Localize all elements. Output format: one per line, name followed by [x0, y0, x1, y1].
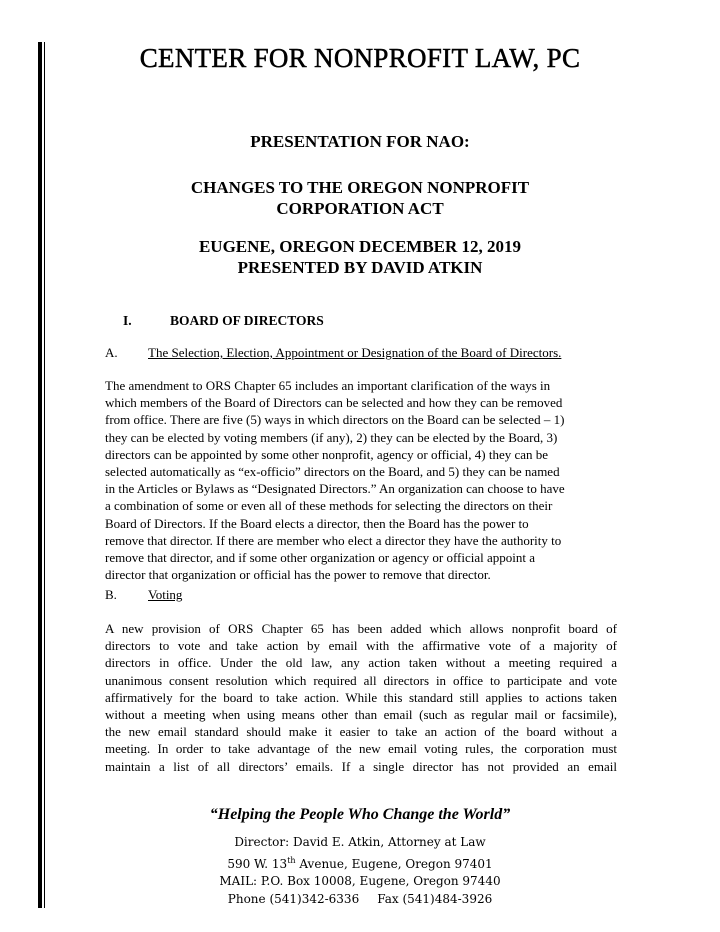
topic-heading	[100, 177, 620, 219]
address-number: 590 W. 13	[227, 856, 288, 871]
presenter-line: PRESENTED BY DAVID ATKIN	[237, 258, 483, 277]
paragraph-line: A new provision of ORS Chapter 65 has been added which allows nonprofit board of	[105, 621, 617, 636]
firm-name: CENTER FOR NONPROFIT LAW, PC	[139, 43, 581, 73]
paragraph-line: they can be elected by voting members (if any), 2) they can be elected by the Board, 3)	[105, 429, 558, 445]
location-heading	[100, 236, 620, 278]
paragraph-line: from office. There are five (5) ways in which directors on the Board can be selected – 1)	[105, 412, 565, 428]
subsection-b-paragraph	[105, 620, 617, 775]
paragraph-line: directors to vote and take action by email with the affirmative vote of a majority of	[105, 638, 617, 654]
paragraph-line: directors can be appointed by some other nonprofit, agency or official, 4) they can be	[105, 446, 549, 462]
margin-bar-thin	[44, 42, 45, 908]
paragraph-line: without a meeting when using means other than email (such as regular mail or facsimile),	[105, 707, 617, 723]
address-ordinal: th	[287, 855, 296, 865]
section-number: I.	[123, 313, 132, 328]
presentation-heading	[100, 131, 620, 152]
paragraph-line: remove that director. If there are member who elect a director they have the authority to	[105, 532, 562, 548]
section-heading	[123, 313, 324, 329]
footer-address	[0, 852, 720, 874]
tagline: “Helping the People Who Change the World”	[209, 806, 511, 823]
section-title: BOARD OF DIRECTORS	[170, 313, 324, 328]
footer-mail: MAIL: P.O. Box 10008, Eugene, Oregon 97440	[219, 874, 501, 888]
paragraph-line: meeting. In order to take advantage of the new email voting rules, the corporation must	[105, 741, 617, 757]
footer-phone: Phone (541)342-6336	[227, 891, 360, 906]
paragraph-line: a combination of some or even all of these methods for selecting the directors on their	[105, 498, 553, 514]
location-date-line: EUGENE, OREGON DECEMBER 12, 2019	[198, 237, 522, 256]
subsection-b-heading	[105, 587, 182, 603]
address-rest: Avenue, Eugene, Oregon 97401	[295, 856, 493, 871]
subsection-a-paragraph	[105, 377, 617, 583]
paragraph-line: in the Articles or Bylaws as “Designated Directors.” An organization can choose to have	[105, 481, 565, 497]
subsection-a-title: The Selection, Election, Appointment or Designation of the Board of Directors.	[148, 345, 562, 360]
paragraph-line: maintain a list of all directors’ emails. If a single director has not provided an email	[105, 758, 617, 774]
paragraph-line: director that organization or official has the power to remove that director.	[105, 567, 491, 583]
paragraph-line: which members of the Board of Directors can be selected and how they can be removed	[105, 395, 563, 411]
presentation-line: PRESENTATION FOR NAO:	[250, 132, 470, 151]
paragraph-line: selected automatically as “ex-officio” directors on the Board, and 5) they can be named	[105, 464, 560, 480]
paragraph-line: the new email standard should make it easier to take an action of the board without a	[105, 724, 617, 740]
subsection-a-heading	[105, 345, 561, 361]
footer-director: Director: David E. Atkin, Attorney at Law	[234, 835, 486, 849]
paragraph-line: affirmatively for the board to take action. While this standard still applies to actions taken	[105, 689, 617, 705]
topic-line-1: CHANGES TO THE OREGON NONPROFIT	[190, 178, 530, 197]
margin-bar	[38, 42, 42, 908]
footer-contact	[0, 834, 720, 908]
paragraph-line: unanimous consent resolution which required all directors in office to participate and vote	[105, 672, 617, 688]
footer-phone-fax	[0, 891, 720, 909]
topic-line-2: CORPORATION ACT	[276, 199, 444, 218]
footer-fax: Fax (541)484-3926	[377, 891, 493, 906]
subsection-b-title: Voting	[148, 587, 183, 602]
subsection-b-letter: B.	[105, 587, 117, 602]
paragraph-line: directors in office. Under the old law, any action taken without a meeting required a	[105, 655, 617, 671]
paragraph-line: remove that director, and if some other organization or agency or official appoint a	[105, 550, 536, 566]
paragraph-line: The amendment to ORS Chapter 65 includes an important clarification of the ways in	[105, 378, 551, 393]
paragraph-line: Board of Directors. If the Board elects a director, then the Board has the power to	[105, 515, 529, 531]
subsection-a-letter: A.	[105, 345, 118, 360]
